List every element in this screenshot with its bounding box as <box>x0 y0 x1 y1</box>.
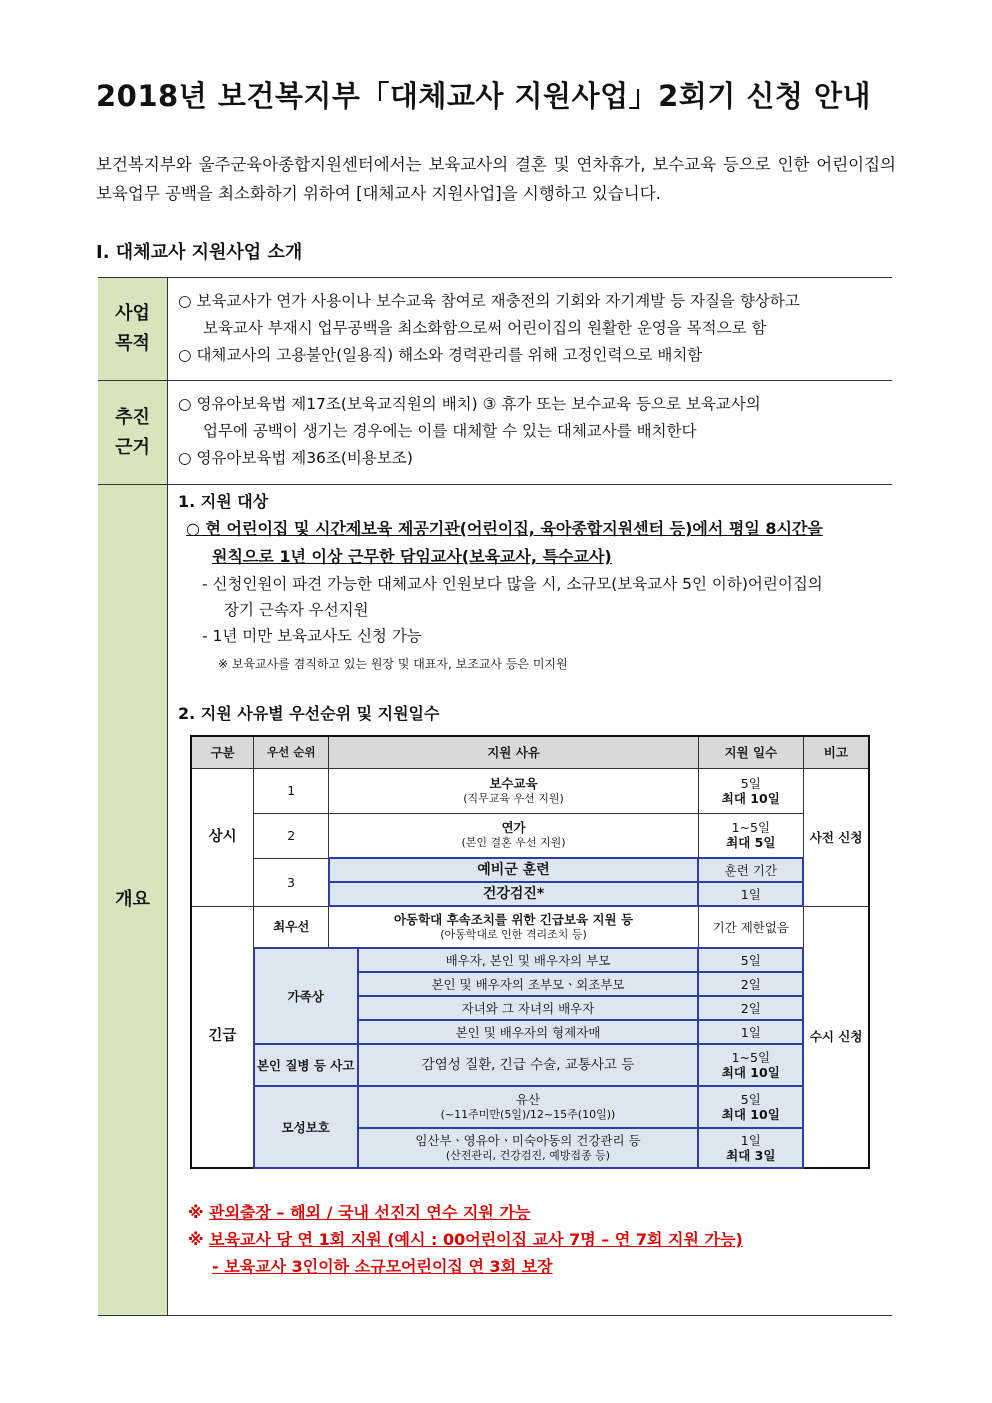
rank-cell: 3 <box>254 858 329 906</box>
days-cell: 1~5일 최대 10일 <box>698 1044 803 1086</box>
section-title: I. 대체교사 지원사업 소개 <box>96 242 303 263</box>
rank-cell: 최우선 <box>254 906 329 948</box>
rank-cell: 1 <box>254 768 329 813</box>
reason-cell: 자녀와 그 자녀의 배우자 <box>358 996 699 1020</box>
days-cell: 훈련 기간 <box>698 858 803 882</box>
reason-cell: 연가 (본인 결혼 우선 지원) <box>329 813 699 858</box>
days-cell: 1일 <box>698 882 803 906</box>
table-header-row <box>191 736 869 768</box>
rank-cell: 2 <box>254 813 329 858</box>
family-cell: 가족상 <box>254 948 358 1044</box>
basis-line-1: ○ 영유아보육법 제17조(보육교직원의 배치) ③ 휴가 또는 보수교육 등으로 보육교사의 <box>178 395 761 413</box>
sangsi-cell: 상시 <box>191 768 254 906</box>
table-row <box>191 948 869 972</box>
table-row <box>191 906 869 948</box>
basis-label: 추진 근거 <box>98 381 168 484</box>
overview-body <box>168 485 892 1315</box>
purpose-line-2: ○ 대체교사의 고용불안(일용직) 해소와 경력관리를 위해 고정인력으로 배치함 <box>178 346 703 364</box>
reason-cell: 유산 (~11주미만(5일)/12~15주(10일)) <box>358 1086 699 1128</box>
days-cell: 5일 <box>698 948 803 972</box>
reason-cell: 임산부ㆍ영유아ㆍ미숙아동의 건강관리 등 (산전관리, 건강검진, 예방접종 등) <box>358 1128 699 1168</box>
gingeup-cell: 긴급 <box>191 906 254 1168</box>
days-cell: 기간 제한없음 <box>698 906 803 948</box>
reason-cell: 본인 및 배우자의 형제자매 <box>358 1020 699 1044</box>
purpose-label: 사업 목적 <box>98 278 168 380</box>
table-row <box>191 813 869 858</box>
days-cell: 1일 <box>698 1020 803 1044</box>
table-row <box>191 1086 869 1128</box>
reason-cell: 감염성 질환, 긴급 수술, 교통사고 등 <box>358 1044 699 1086</box>
table-row <box>191 1044 869 1086</box>
page-title: 2018년 보건복지부「대체교사 지원사업」2회기 신청 안내 <box>96 79 872 113</box>
basis-body <box>168 381 892 484</box>
basis-line-1b: 업무에 공백이 생기는 경우에는 이를 대체할 수 있는 대체교사를 배치한다 <box>203 422 697 440</box>
notice-1: ※ 관외출장 – 해외 / 국내 선진지 연수 지원 가능 <box>188 1203 531 1222</box>
overview-row <box>98 485 892 1315</box>
priority-heading: 2. 지원 사유별 우선순위 및 지원일수 <box>178 704 440 723</box>
purpose-row <box>98 278 892 381</box>
target-main: ○ 현 어린이집 및 시간제보육 제공기관(어린이집, 육아종합지원센터 등)에서 평일 8시간을 원칙으로 1년 이상 근무한 담임교사(보육교사, 특수교사) <box>186 519 823 566</box>
target-dash-2: - 1년 미만 보육교사도 신청 가능 <box>202 627 422 645</box>
reason-cell: 보수교육 (직무교육 우선 지원) <box>329 768 699 813</box>
overview-table <box>98 277 892 1316</box>
target-note: ※ 보육교사를 겸직하고 있는 원장 및 대표자, 보조교사 등은 미지원 <box>218 657 568 671</box>
col-rank: 우선 순위 <box>254 736 329 768</box>
basis-row <box>98 381 892 485</box>
gingeup-note-cell: 수시 신청 <box>803 906 869 1168</box>
intro-paragraph: 보건복지부와 울주군육아종합지원센터에서는 보육교사의 결혼 및 연차휴가, 보수교육 등으로 인한 어린이집의 보육업무 공백을 최소화하기 위하여 [대체교사 지원사업]을 시행하고 있습니다. <box>96 155 896 203</box>
target-dash-1: - 신청인원이 파견 가능한 대체교사 인원보다 많을 시, 소규모(보육교사 5인 이하)어린이집의 장기 근속자 우선지원 <box>202 575 823 619</box>
basis-line-2: ○ 영유아보육법 제36조(비용보조) <box>178 449 413 467</box>
maternity-cell: 모성보호 <box>254 1086 358 1168</box>
purpose-line-1b: 보육교사 부재시 업무공백을 최소화함으로써 어린이집의 원활한 운영을 목적으로 함 <box>203 319 767 337</box>
days-cell: 1~5일 최대 5일 <box>698 813 803 858</box>
reason-cell: 예비군 훈련 <box>329 858 699 882</box>
col-gubun: 구분 <box>191 736 254 768</box>
days-cell: 5일 최대 10일 <box>698 768 803 813</box>
notice-2: ※ 보육교사 당 연 1회 지원 (예시 : 00어린이집 교사 7명 – 연 7회 지원 가능) <box>188 1230 743 1249</box>
priority-table <box>190 735 870 1169</box>
col-note: 비고 <box>803 736 869 768</box>
days-cell: 1일 최대 3일 <box>698 1128 803 1168</box>
overview-label: 개요 <box>98 485 168 1315</box>
days-cell: 5일 최대 10일 <box>698 1086 803 1128</box>
days-cell: 2일 <box>698 972 803 996</box>
days-cell: 2일 <box>698 996 803 1020</box>
target-heading: 1. 지원 대상 <box>178 492 269 511</box>
table-row <box>191 858 869 882</box>
table-row <box>191 768 869 813</box>
col-reason: 지원 사유 <box>329 736 699 768</box>
reason-cell: 아동학대 후속조치를 위한 긴급보육 지원 등 (아동학대로 인한 격리조치 등) <box>329 906 699 948</box>
col-days: 지원 일수 <box>698 736 803 768</box>
illness-cell: 본인 질병 등 사고 <box>254 1044 358 1086</box>
sangsi-note-cell: 사전 신청 <box>803 768 869 906</box>
purpose-line-1: ○ 보육교사가 연가 사용이나 보수교육 참여로 재충전의 기회와 자기계발 등 자질을 향상하고 <box>178 292 800 310</box>
purpose-body <box>168 278 892 380</box>
reason-cell: 배우자, 본인 및 배우자의 부모 <box>358 948 699 972</box>
notice-3: - 보육교사 3인이하 소규모어린이집 연 3회 보장 <box>212 1257 553 1276</box>
reason-cell: 본인 및 배우자의 조부모ㆍ외조부모 <box>358 972 699 996</box>
reason-cell: 건강검진* <box>329 882 699 906</box>
